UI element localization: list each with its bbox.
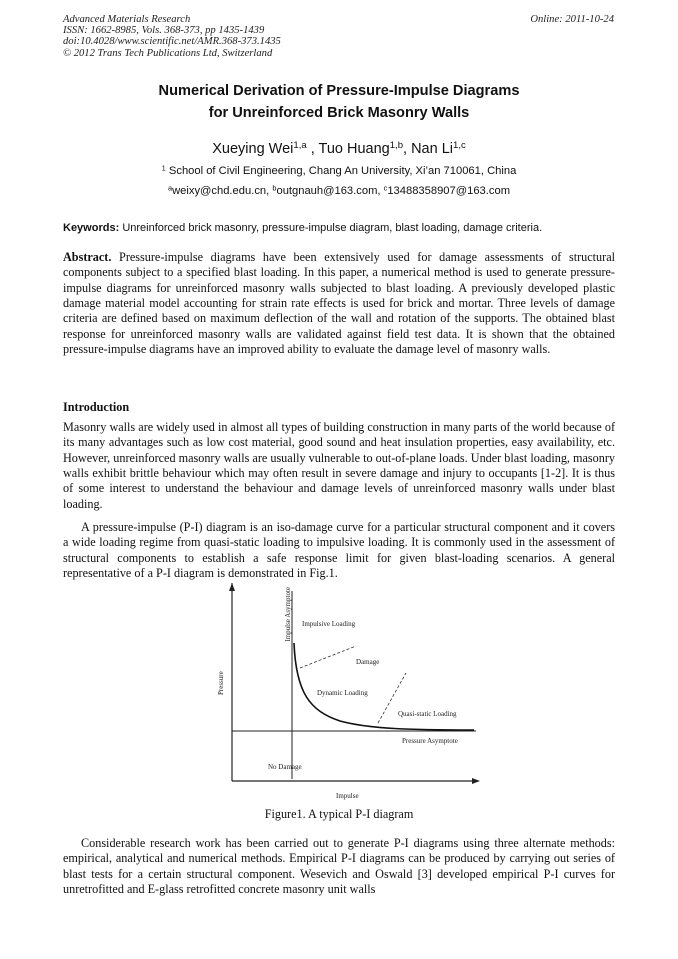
no-damage-label: No Damage	[268, 763, 302, 771]
email-sup: b	[272, 183, 277, 193]
journal-name: Advanced Materials Research	[63, 14, 191, 25]
damage-label: Damage	[356, 658, 380, 666]
impulsive-loading-label: Impulsive Loading	[302, 620, 356, 628]
email-link[interactable]: 13488358907@163.com	[387, 185, 511, 197]
journal-meta	[63, 14, 281, 59]
pi-diagram-figure	[210, 583, 480, 803]
keywords	[63, 222, 615, 234]
copyright: © 2012 Trans Tech Publications Ltd, Switzerland	[63, 47, 273, 59]
impulse-asymptote-label: Impulse Asymptote	[284, 587, 292, 642]
title-line-2: for Unreinforced Brick Masonry Walls	[208, 105, 470, 121]
abstract	[63, 250, 615, 357]
author-sup: 1,c	[453, 140, 466, 152]
email-link[interactable]: outgnauh@163.com	[276, 185, 378, 197]
paper-title	[0, 80, 678, 124]
email-sup: a	[167, 183, 173, 193]
affiliation-text: School of Civil Engineering, Chang An University, Xi’an 710061, China	[168, 165, 517, 177]
x-axis-label: Impulse	[336, 792, 359, 800]
x-axis-arrow	[472, 778, 480, 784]
damage-line-upper	[300, 646, 356, 668]
author-emails: $^a$weixy@chd.edu.cn, $^b$outgnauh@163.com, $^c$13488358907@163.com	[167, 183, 511, 197]
issn: ISSN: 1662-8985, Vols. 368-373, pp 1435-1439	[63, 25, 265, 37]
author-sup: 1,b	[389, 140, 404, 152]
affiliation	[0, 165, 678, 177]
doi: doi:10.4028/www.scientific.net/AMR.368-373.1435	[63, 36, 281, 48]
affiliation-sup: 1	[161, 163, 166, 173]
title-line-1: Numerical Derivation of Pressure-Impulse Diagrams	[158, 83, 520, 99]
email-sup: c	[383, 183, 388, 193]
dynamic-loading-label: Dynamic Loading	[317, 689, 368, 697]
author-name: Xueying Wei	[212, 141, 294, 157]
intro-paragraph-2: A pressure-impulse (P-I) diagram is an iso-damage curve for a particular structural component and it covers a wide loading regime from quasi-static loading to impulsive loading. It is commonly used in the assessment of structural components to establish a safe response limit for given blast-loading scenarios. A general representative of a P-I diagram is demonstrated in Fig.1.	[63, 520, 615, 581]
keywords-text: Unreinforced brick masonry, pressure-impulse diagram, blast loading, damage criteria.	[122, 222, 543, 234]
abstract-label: Abstract.	[63, 250, 112, 264]
quasi-static-loading-label: Quasi-static Loading	[398, 710, 457, 718]
section-heading-introduction: Introduction	[63, 400, 130, 414]
abstract-text: Pressure-impulse diagrams have been extensively used for damage assessments of structural components subject to a specified blast loading. In this paper, a numerical method is used to generate pressure-impulse diagrams for unreinforced masonry walls subjected to blast loading. A previously developed plastic damage material model accounting for strain rate effects is used for brick and mortar. Three levels of damage criteria are defined based on maximum deflection of the wall and rotation of the supports. The obtained blast response for unreinforced masonry walls are validated against field test data. It is shown that the obtained pressure-impulse diagrams have an improved ability to evaluate the damage level of masonry walls.	[63, 250, 615, 357]
figure-caption: Figure1. A typical P-I diagram	[264, 807, 414, 821]
keywords-label: Keywords:	[63, 222, 120, 234]
online-date: Online: 2011-10-24	[530, 14, 614, 25]
author-name: Nan Li	[411, 141, 453, 157]
y-axis-label: Pressure	[217, 671, 225, 695]
pressure-asymptote-label: Pressure Asymptote	[402, 737, 458, 745]
y-axis-arrow	[229, 583, 235, 591]
author-list: Xueying Wei$^{1,a}$ , Tuo Huang$^{1,b}$, Nan Li$^{1,c}$	[212, 140, 466, 157]
intro-paragraph-3: Considerable research work has been carried out to generate P-I diagrams using three alternate methods: empirical, analytical and numerical methods. Empirical P-I diagrams can be produced by carrying out series of blast tests for a certain structural component. Wesevich and Oswald [3] developed empirical P-I curves for unretrofitted and E-glass retrofitted concrete masonry unit walls	[63, 836, 615, 897]
author-sup: 1,a	[293, 140, 307, 152]
email-link[interactable]: weixy@chd.edu.cn	[172, 185, 267, 197]
intro-paragraph-1: Masonry walls are widely used in almost all types of building construction in many parts of the world because of its many advantages such as low cost material, good sound and heat insulation properties, easy availability, etc. However, unreinforced masonry walls are usually vulnerable to out-of-plane loads. Under blast loading, masonry walls exhibit brittle behaviour which may often result in severe damage and injury to occupants [1-2]. It is thus of some interest to understand the behaviour and damage levels of unreinforced masonry walls under blast loading.	[63, 420, 615, 511]
author-name: Tuo Huang	[318, 141, 390, 157]
